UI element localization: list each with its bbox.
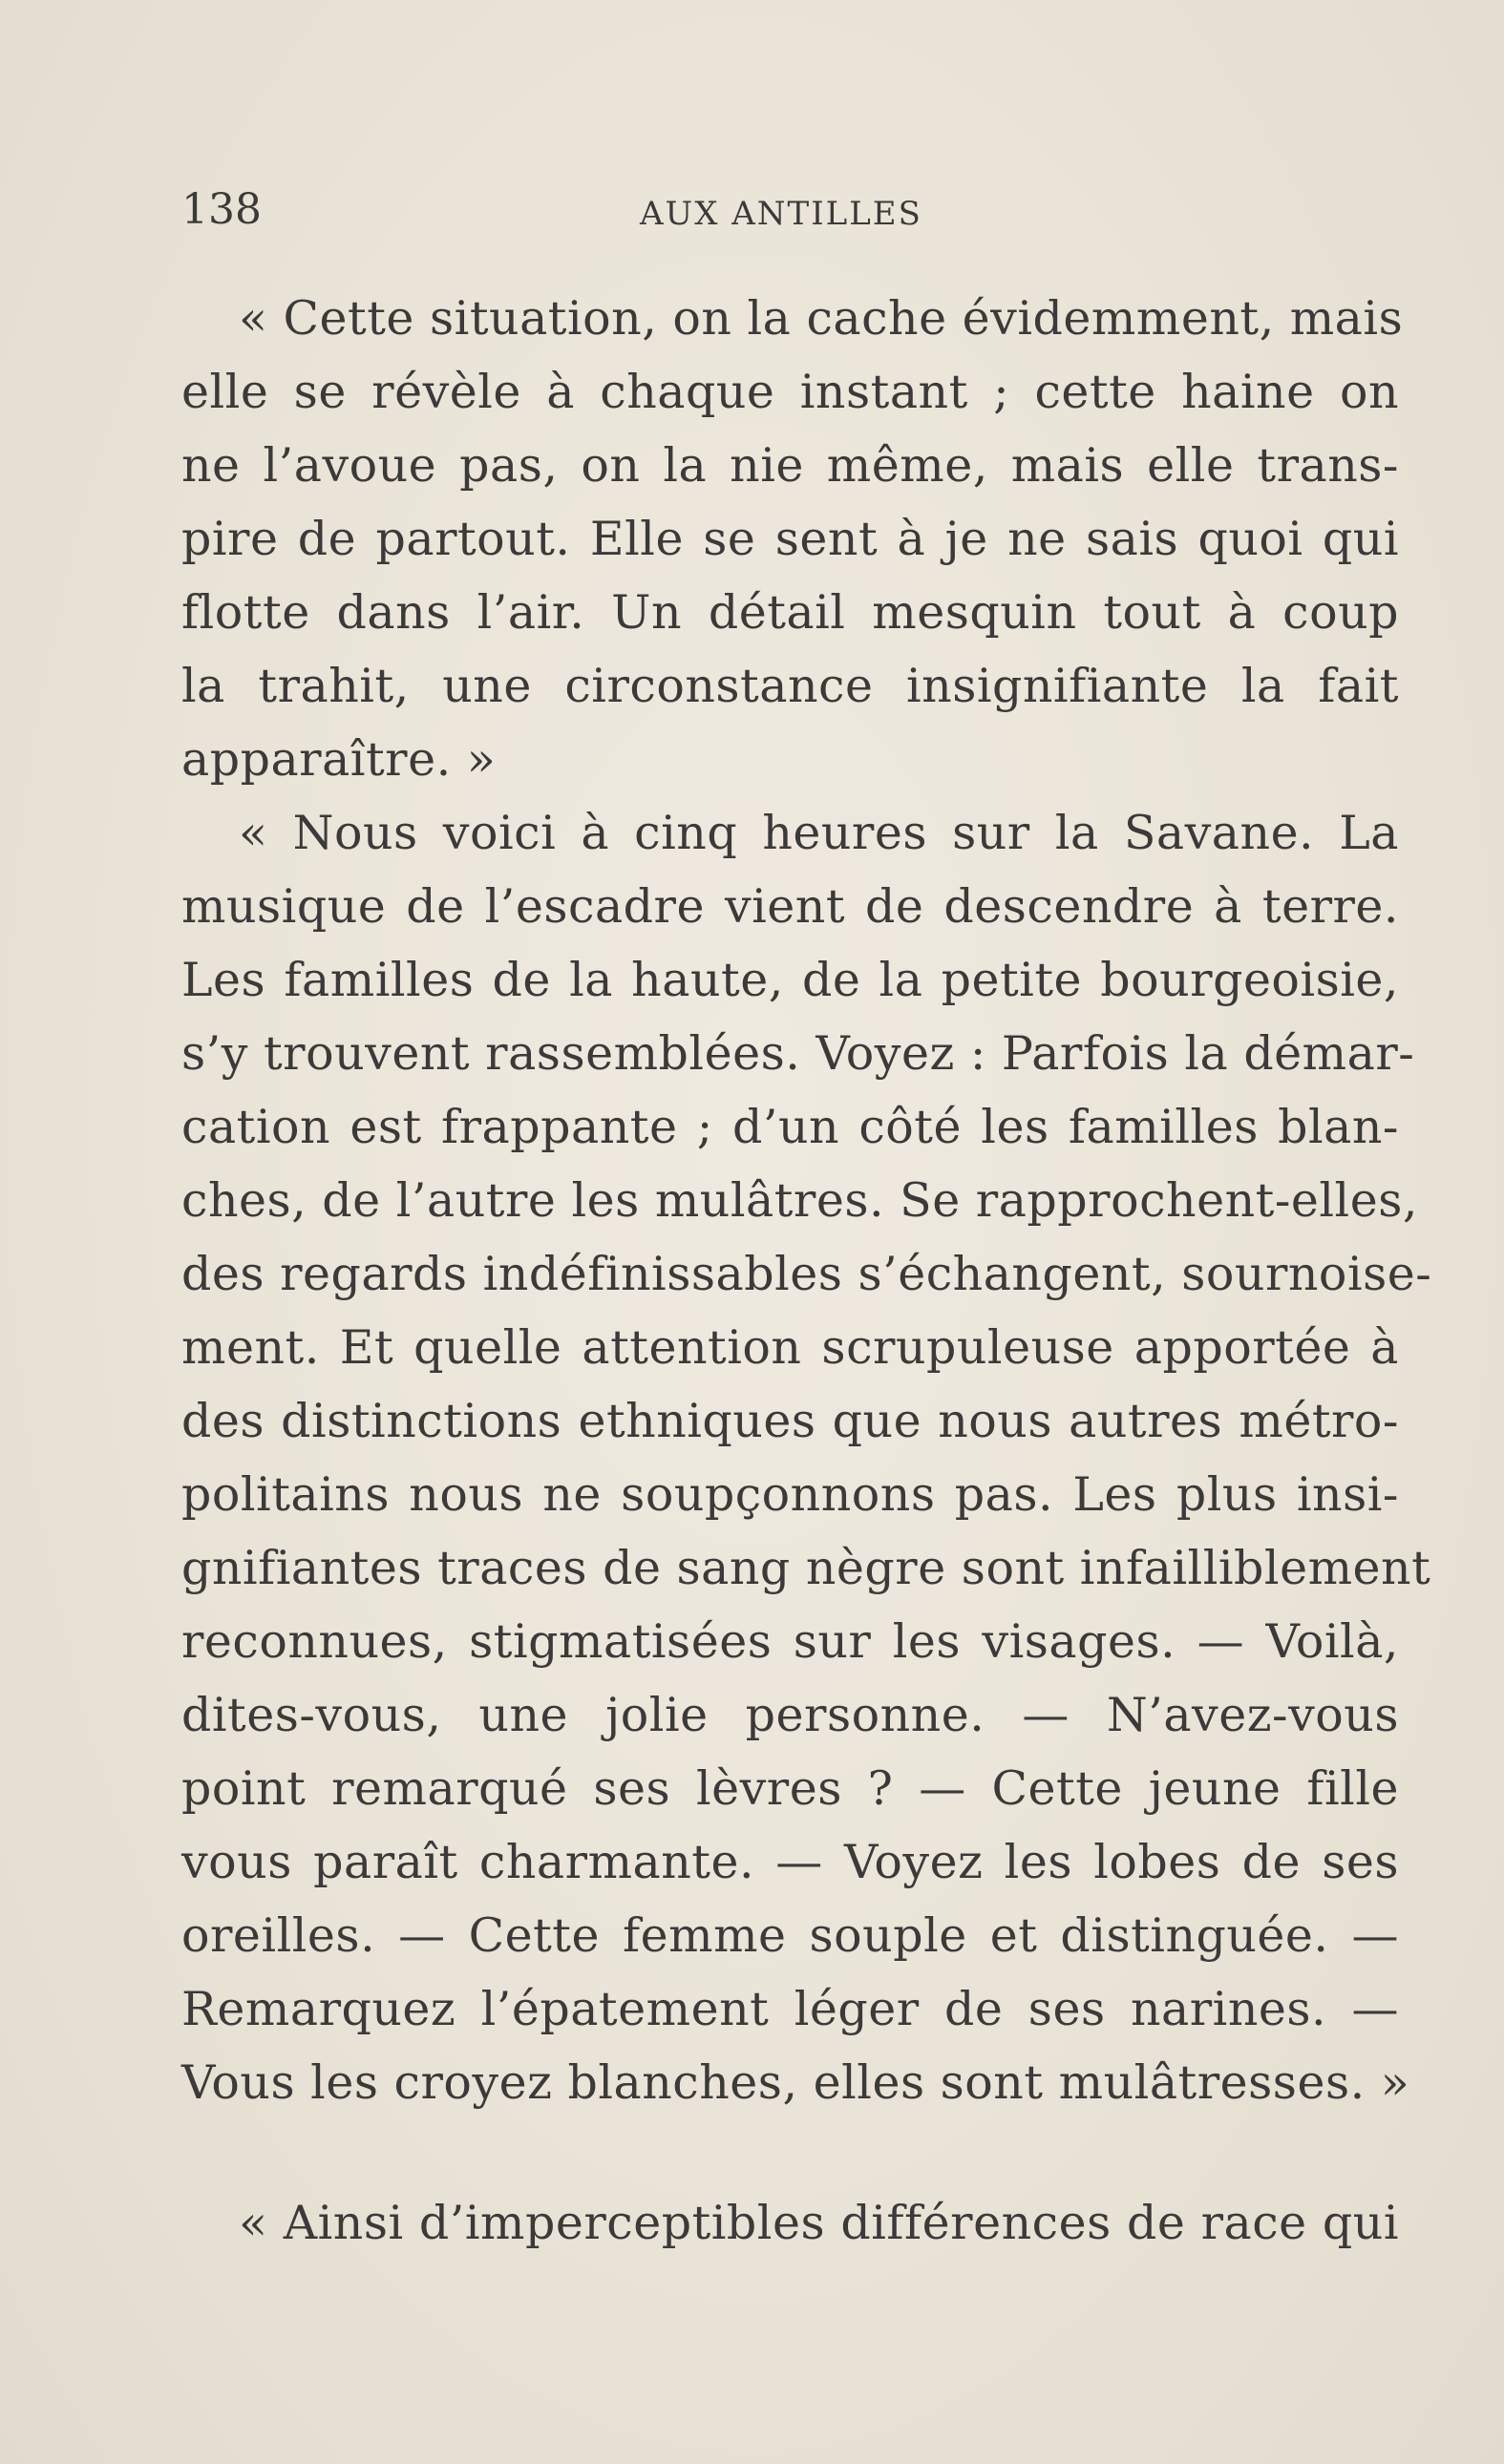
text-line: Vous les croyez blanches, elles sont mulâtresses. » — [181, 2055, 1410, 2110]
body-text — [181, 282, 1432, 2260]
text-line: pire de partout. Elle se sent à je ne sais quoi qui — [181, 512, 1399, 566]
text-line: vous paraît charmante. — Voyez les lobes de ses — [181, 1835, 1399, 1889]
running-title: AUX ANTILLES — [640, 195, 922, 233]
text-line: Remarquez l’épatement léger de ses narines. — — [181, 1982, 1399, 2036]
text-line: musique de l’escadre vient de descendre à terre. — [181, 879, 1399, 934]
text-line: la trahit, une circonstance insignifiante la fait — [181, 659, 1399, 713]
text-line: elle se révèle à chaque instant ; cette haine on — [181, 365, 1399, 419]
text-line: flotte dans l’air. Un détail mesquin tout à coup — [181, 585, 1399, 640]
text-line: dites-vous, une jolie personne. — N’avez-vous — [181, 1688, 1399, 1742]
text-line: oreilles. — Cette femme souple et distinguée. — — [181, 1908, 1399, 1963]
page-header — [181, 181, 1399, 239]
text-line: apparaître. » — [181, 732, 497, 787]
text-line: des regards indéfinissables s’échangent, sournoise- — [181, 1247, 1432, 1301]
text-line: ne l’avoue pas, on la nie même, mais elle trans- — [181, 438, 1399, 493]
text-line: s’y trouvent rassemblées. Voyez : Parfois la démar- — [181, 1026, 1415, 1081]
text-line: point remarqué ses lèvres ? — Cette jeune fille — [181, 1761, 1399, 1816]
paragraph-gap — [181, 2119, 1399, 2186]
text-line: « Nous voici à cinq heures sur la Savane. La — [239, 806, 1399, 860]
text-line: des distinctions ethniques que nous autres métro- — [181, 1394, 1399, 1448]
text-line: politains nous ne soupçonnons pas. Les plus insi- — [181, 1467, 1399, 1522]
text-line: « Cette situation, on la cache évidemment, mais — [239, 291, 1404, 346]
text-line: gnifiantes traces de sang nègre sont infailliblement — [181, 1541, 1431, 1595]
text-line: ment. Et quelle attention scrupuleuse apportée à — [181, 1320, 1399, 1375]
text-line: Les familles de la haute, de la petite bourgeoisie, — [181, 953, 1399, 1007]
text-line: ches, de l’autre les mulâtres. Se rapprochent-elles, — [181, 1173, 1418, 1228]
text-line: reconnues, stigmatisées sur les visages. — Voilà, — [181, 1614, 1399, 1669]
page-number: 138 — [181, 185, 262, 234]
text-line: cation est frappante ; d’un côté les familles blan- — [181, 1100, 1399, 1154]
text-line: « Ainsi d’imperceptibles différences de race qui — [239, 2196, 1399, 2250]
